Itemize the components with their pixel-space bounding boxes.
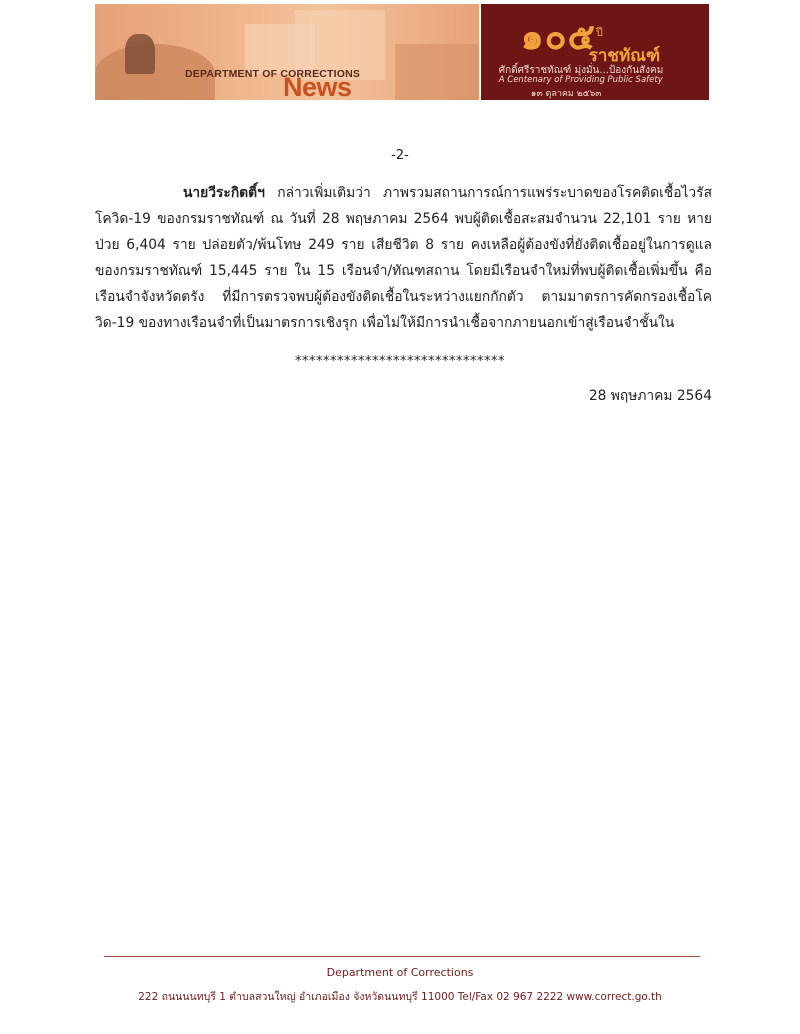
news-banner-image — [95, 4, 479, 100]
page-number: -2- — [391, 148, 409, 163]
footer-address: 222 ถนนนนทบุรี 1 ตำบลสวนใหญ่ อำเภอเมือง จังหวัดนนทบุรี 11000 Tel/Fax 02 967 2222 www.correct.go.th — [138, 991, 662, 1003]
motto-english: A Centenary of Providing Public Safety — [498, 75, 663, 85]
motto-date: ๑๓ ตุลาคม ๒๕๖๓ — [530, 89, 602, 99]
anniversary-logo — [479, 4, 709, 100]
speaker-name: นายวีระกิตติ์ฯ — [183, 185, 265, 201]
header-banner — [95, 4, 709, 100]
department-title: DEPARTMENT OF CORRECTIONS — [185, 68, 361, 80]
motto-thai: ศักดิ์ศรีราชทัณฑ์ มุ่งมั่น...ป้องกันสังคม — [498, 65, 664, 76]
footer-divider — [104, 956, 700, 957]
banner-photo-shape — [395, 44, 479, 100]
footer-department: Department of Corrections — [326, 966, 474, 979]
release-date: 28 พฤษภาคม 2564 — [588, 388, 712, 404]
separator: ****************************** — [295, 354, 505, 369]
body-paragraph — [95, 180, 712, 336]
logo-word: ราชทัณฑ์ — [588, 46, 661, 66]
logo-number: ๑๐๕$^{ปี}$ — [520, 16, 604, 58]
news-title: News — [283, 72, 352, 100]
paragraph-text: กล่าวเพิ่มเติมว่า ภาพรวมสถานการณ์การแพร่ระบาดของโรคติดเชื้อไวรัสโควิด-19 ของกรมราชทัณฑ์ ณ วันที่ 28 พฤษภาคม 2564 พบผู้ติดเชื้อสะสมจำนวน 22,101 ราย หายป่วย 6,404 ราย ปล่อยตัว/พ้นโทษ 249 ราย เสียชีวิต 8 ราย คงเหลือผู้ต้องขังที่ยังติดเชื้ออยู่ในการดูแลของกรมราชทัณฑ์ 15,445 ราย ใน 15 เรือนจำ/ทัณฑสถาน โดยมีเรือนจำใหม่ที่พบผู้ติดเชื้อเพิ่มขึ้น คือ เรือนจำจังหวัดตรัง ที่มีการตรวจพบผู้ต้องขังติดเชื้อในระหว่างแยกกักตัว ตามมาตรการคัดกรองเชื้อโควิด-19 ของทางเรือนจำที่เป็นมาตรการเชิงรุก เพื่อไม่ให้มีการนำเชื้อจากภายนอกเข้าสู่เรือนจำชั้นใน — [95, 185, 712, 331]
banner-photo-figure — [125, 34, 155, 74]
